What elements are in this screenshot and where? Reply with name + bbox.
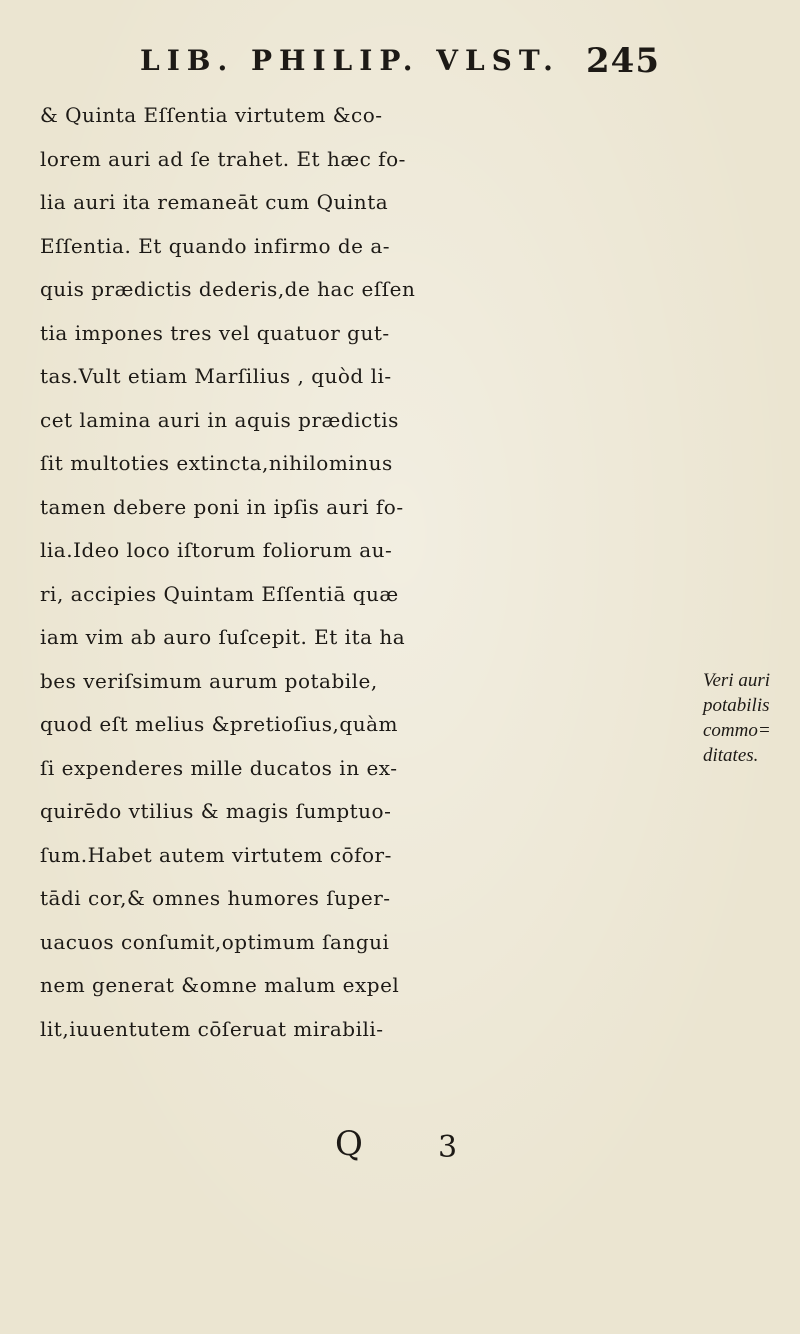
marginal-note-line: Veri auri — [703, 670, 771, 691]
catchword: Q — [335, 1124, 363, 1164]
text-line: lit,iuuentutem cōſeruat mirabili- — [40, 1016, 384, 1041]
text-line: & Quinta Eſſentia virtutem &co- — [40, 103, 383, 127]
text-line: ſi expenderes mille ducatos in ex- — [40, 755, 398, 780]
page-number: 245 — [586, 41, 660, 81]
text-line: cet lamina auri in aquis prædictis — [40, 407, 399, 432]
text-line: uacuos conſumit,optimum ſangui — [40, 929, 390, 954]
text-line: tia impones tres vel quatuor gut- — [40, 320, 390, 345]
text-line: tamen debere poni in ipſis auri fo- — [40, 494, 404, 519]
marginal-note-line: potabilis — [703, 695, 770, 716]
text-line: ſum.Habet autem virtutem cōfor- — [40, 842, 392, 867]
text-line: tas.Vult etiam Marſilius , quòd li- — [40, 364, 392, 388]
body-text — [40, 94, 730, 1051]
text-line: bes veriſsimum aurum potabile, — [40, 668, 378, 693]
running-head — [140, 41, 660, 84]
text-line: iam vim ab auro ſuſcepit. Et ita ha — [40, 625, 406, 649]
text-line: ſit multoties extincta,nihilominus — [40, 451, 393, 475]
text-line: quirēdo vtilius & magis ſumptuo- — [40, 799, 392, 823]
marginal-note — [703, 668, 798, 768]
marginal-note-line: commo= — [703, 720, 771, 741]
text-line: lia.Ideo loco iſtorum foliorum au- — [40, 538, 393, 562]
marginal-note-line: ditates. — [703, 745, 759, 766]
signature-mark: 3 — [438, 1130, 458, 1165]
text-line: quis prædictis dederis,de hac eſſen — [40, 277, 416, 301]
text-line: lorem auri ad ſe trahet. Et hæc fo- — [40, 146, 406, 171]
text-line: Eſſentia. Et quando infirmo de a- — [40, 233, 391, 258]
text-line: quod eſt melius &pretioſius,quàm — [40, 712, 398, 736]
text-line: lia auri ita remaneāt cum Quinta — [40, 190, 389, 214]
text-line: nem generat &omne malum expel — [40, 973, 400, 997]
text-line: ri, accipies Quintam Eſſentiā quæ — [40, 581, 399, 606]
page-footer — [0, 1124, 800, 1174]
running-title: LIB. PHILIP. VLST. — [140, 44, 560, 77]
text-line: tādi cor,& omnes humores ſuper- — [40, 886, 391, 910]
